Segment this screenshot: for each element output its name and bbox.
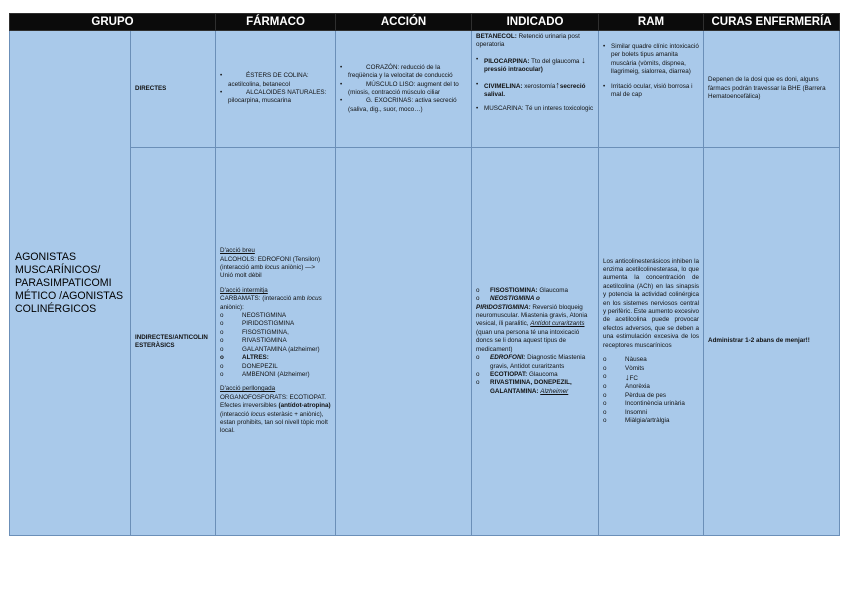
list-item: o FISOSTIGMINA,	[220, 329, 331, 337]
list-item: o EDROFONI: Diagnostic Miastenia gravis, Antídot curaritzants	[476, 354, 594, 371]
section-title: D'acció perllongada	[220, 385, 276, 393]
list-item: • ALCALOIDES NATURALES: pilocarpina, muscarina	[220, 89, 331, 106]
header-row	[10, 14, 840, 31]
text-line: Efectes irreversibles (antídot-atropina)	[220, 402, 331, 410]
ram-paragraph: Los anticolinesterásicos inhiben la enzima acetilcolinesterasa, lo que aumenta la concentración de acetilcolina (ACh) en las sinapsis y potencia la actividad colinérgica en los sistemes nerviosos central y perifèric. Este aumento excesivo de acetilcolina puede provocar efectos adversos, que se deben a una estimulación excesiva de los receptores muscarínicos	[603, 257, 700, 349]
text-line: (interacció locus esteràsic + aniònic), estan prohibits, tan sol nivell tòpic molt local.	[220, 410, 328, 435]
curas-directes: Depenen de la dosi que es doni, alguns fàrmacs podrán travessar la BHE (Barrera Hematoencefàlica)	[704, 31, 840, 148]
list-item: • Irritació ocular, visió borrosa i mal de cap	[603, 83, 699, 100]
subgroup-indirectes: INDIRECTES/ANTICOLIN ESTERÀSICS	[131, 148, 216, 536]
list-item: • ÉSTERS DE COLINA: acetilcolina, betanecol	[220, 72, 331, 89]
list-item: • CIVIMELINA: xerostomía↑secreció salival.	[476, 81, 594, 100]
subgroup-directes: DIRECTES	[131, 31, 216, 148]
list-item: BETANECOL: Retenció urinaria post operatoria	[476, 33, 580, 49]
text-line: ORGANOFOSFORATS: ECOTIOPAT.	[220, 393, 327, 401]
list-item: o NEOSTIGMINA o	[476, 295, 594, 303]
list-item: o ↓FC	[603, 373, 699, 383]
list-item: o ALTRES:	[220, 354, 331, 362]
list-item: o Pèrdua de pes	[603, 392, 699, 400]
pharmacology-table	[9, 13, 840, 536]
list-item: • Similar quadre clínic intoxicació per bolets tipus amanita muscària (vòmits, dispnea, llagrimeig, sialorrea, diarrea)	[603, 43, 699, 77]
indicado-directes	[472, 31, 599, 148]
list-item: • G. EXOCRINAS: activa secreció (saliva, dig., suor, moco…)	[340, 97, 467, 114]
list-item: • CORAZÓN: reducció de la freqüència y la velocitat de conducció	[340, 64, 467, 81]
list-item: o AMBENONI (Alzheimer)	[220, 371, 331, 379]
list-item: o RIVASTIGMINA	[220, 337, 331, 345]
section-title: D'acció breu	[220, 247, 255, 255]
text-line: (interacció amb locus aniònic) —>	[220, 264, 316, 272]
list-item: o GALANTAMINA (alzheimer)	[220, 346, 331, 354]
list-item: o Anorèxia	[603, 383, 699, 391]
list-item: o Vòmits	[603, 365, 699, 373]
section-title: D'acció intermitja	[220, 286, 268, 294]
header-indicado: INDICADO	[472, 14, 599, 31]
group-label: AGONISTAS MUSCARÍNICOS/ PARASIMPATICOMI MÉTICO /AGONISTAS COLINÉRGICOS	[10, 31, 131, 536]
ram-directes	[599, 31, 704, 148]
header-accio: ACCIÓN	[336, 14, 472, 31]
header-grupo: GRUPO	[10, 14, 216, 31]
list-item: o Incontinència urinària	[603, 400, 699, 408]
list-item: o Nàusea	[603, 356, 699, 364]
list-item: o Miàlgia/artràlgia	[603, 417, 699, 425]
accio-directes	[336, 31, 472, 148]
header-ram: RAM	[599, 14, 704, 31]
list-item: o Insomni	[603, 409, 699, 417]
ram-indirectes	[599, 148, 704, 536]
header-farmaco: FÁRMACO	[216, 14, 336, 31]
text-line: Unió molt dèbil	[220, 272, 262, 280]
list-item: • MUSCARINA: Té un interes toxicologic	[476, 105, 594, 113]
text-line: ALCOHOLS: EDROFONI (Tensilon)	[220, 255, 321, 263]
table-row-directes	[10, 31, 840, 148]
text-line: aniònic):	[220, 303, 244, 311]
text-line: CARBAMATS: (interacció amb locus	[220, 295, 322, 303]
indicado-indirectes	[472, 148, 599, 536]
list-item: o RIVASTIMINA, DONEPEZIL, GALANTAMINA: Alzheimer	[476, 379, 594, 396]
farmaco-indirectes	[216, 148, 336, 536]
list-item: • PILOCARPINA: Tto del glaucoma ↓ pressió intraocular)	[476, 56, 594, 75]
list-item: o PIRIDOSTIGMINA	[220, 320, 331, 328]
farmaco-directes	[216, 31, 336, 148]
accio-indirectes	[336, 148, 472, 536]
list-item: o ECOTIOPAT: Glaucoma	[476, 371, 594, 379]
header-curas: CURAS ENFERMERÍA	[704, 14, 840, 31]
curas-indirectes: Administrar 1-2 abans de menjar!!	[704, 148, 840, 536]
list-item: • MÚSCULO LISO: augment del to (miosis, contracció músculo ciliar	[340, 81, 467, 98]
list-item: PIRIDOSTIGMINA: Reversió bloqueig neuromuscular. Miastenia gravis, Atonia vesical, íli paralitic, Antídot curaritzants (quan una persona té una intoxicació doncs se li dona aquest tipus de medicament)	[476, 303, 588, 353]
list-item: o FISOSTIGMINA: Glaucoma	[476, 287, 594, 295]
table-row-indirectes	[10, 148, 840, 536]
list-item: o NEOSTIGMINA	[220, 312, 331, 320]
list-item: o DONEPEZIL	[220, 363, 331, 371]
